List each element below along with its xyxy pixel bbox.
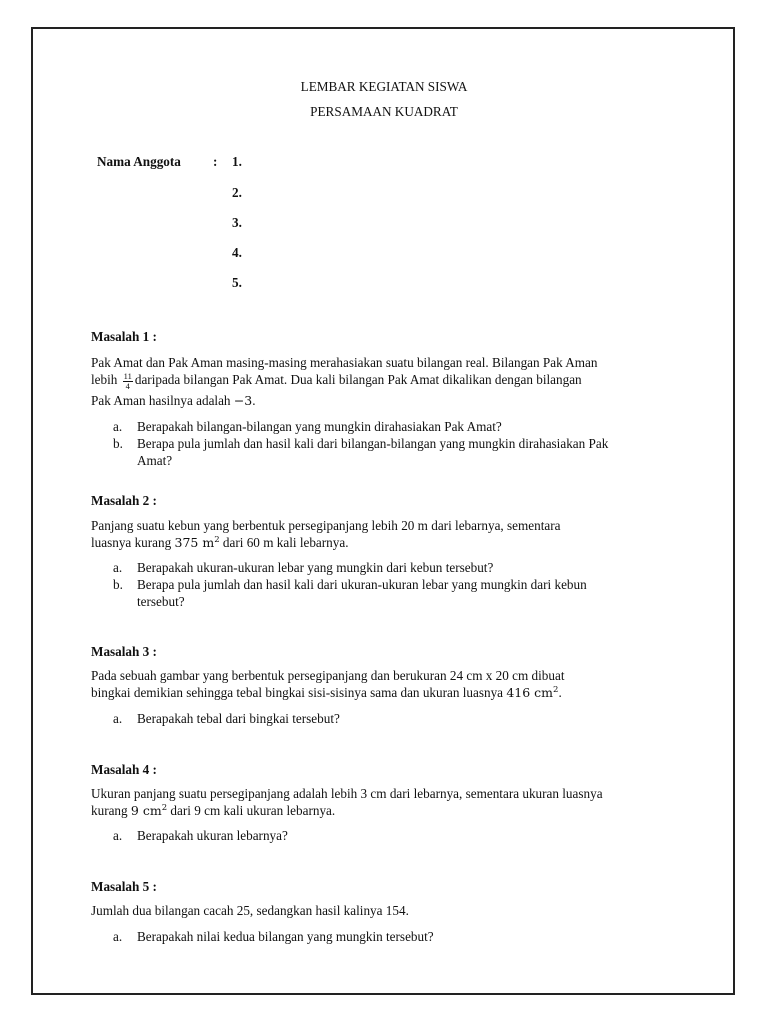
- problem-1-text-line: Pak Amat dan Pak Aman masing-masing merahasiakan suatu bilangan real. Bilangan Pak Aman: [91, 355, 598, 370]
- problem-1-text-line: [91, 393, 256, 410]
- math-value: 9 $cm^2$: [130, 802, 168, 818]
- problem-1-question-a: Berapakah bilangan-bilangan yang mungkin dirahasiakan Pak Amat?: [137, 419, 502, 434]
- problem-1-text: Pak Aman hasilnya adalah: [91, 393, 231, 408]
- problem-4-question-a: Berapakah ukuran lebarnya?: [137, 828, 288, 843]
- math-value: 375 $m^2$: [174, 534, 220, 550]
- problem-3-text-line: Pada sebuah gambar yang berbentuk persegipanjang dan berukuran 24 cm x 20 cm dibuat: [91, 668, 565, 683]
- list-marker: a.: [113, 711, 123, 726]
- problem-1-question-b-cont: Amat?: [137, 453, 173, 468]
- problem-5-text-line: Jumlah dua bilangan cacah 25, sedangkan hasil kalinya 154.: [91, 903, 409, 918]
- fraction-numerator: 11: [123, 371, 132, 381]
- list-marker: b.: [113, 577, 123, 592]
- list-marker: a.: [113, 419, 123, 434]
- problem-3-text-line: [91, 685, 562, 702]
- problem-1-text-line: [91, 372, 582, 390]
- problem-5-question-a: Berapakah nilai kedua bilangan yang mungkin tersebut?: [137, 929, 434, 944]
- problem-3-question-a: Berapakah tebal dari bingkai tersebut?: [137, 711, 340, 726]
- problem-1-title: Masalah 1 :: [91, 329, 157, 344]
- page-border: [31, 27, 735, 995]
- problem-2-text: dari 60 m kali lebarnya.: [222, 535, 349, 550]
- worksheet-subtitle: PERSAMAAN KUADRAT: [310, 104, 458, 119]
- member-number-5: 5.: [232, 275, 242, 290]
- problem-1-question-b: Berapa pula jumlah dan hasil kali dari bilangan-bilangan yang mungkin dirahasiakan Pak: [137, 436, 609, 451]
- problem-4-text: kurang: [91, 803, 128, 818]
- member-number-1: 1.: [232, 154, 242, 169]
- problem-4-text: dari 9 cm kali ukuran lebarnya.: [170, 803, 336, 818]
- list-marker: a.: [113, 828, 123, 843]
- problem-3-title: Masalah 3 :: [91, 644, 157, 659]
- math-value: −3: [233, 393, 253, 408]
- problem-4-text-line: [91, 803, 335, 820]
- member-number-4: 4.: [232, 245, 242, 260]
- problem-2-text-line: [91, 535, 349, 552]
- fraction: [123, 372, 133, 390]
- problem-1-text: daripada bilangan Pak Amat. Dua kali bilangan Pak Amat dikalikan dengan bilangan: [134, 372, 582, 388]
- problem-2-title: Masalah 2 :: [91, 493, 157, 508]
- problem-1-text: .: [252, 393, 256, 408]
- list-marker: a.: [113, 929, 123, 944]
- problem-2-question-b: Berapa pula jumlah dan hasil kali dari ukuran-ukuran lebar yang mungkin dari kebun: [137, 577, 587, 592]
- problem-4-title: Masalah 4 :: [91, 762, 157, 777]
- list-marker: a.: [113, 560, 123, 575]
- problem-2-text-line: Panjang suatu kebun yang berbentuk persegipanjang lebih 20 m dari lebarnya, sementara: [91, 518, 561, 533]
- problem-4-text-line: Ukuran panjang suatu persegipanjang adalah lebih 3 cm dari lebarnya, sementara ukuran luasnya: [91, 786, 603, 801]
- worksheet-title: LEMBAR KEGIATAN SISWA: [300, 79, 468, 94]
- members-colon: :: [213, 154, 218, 169]
- math-value: 416 $cm^2$: [506, 684, 559, 700]
- fraction-denominator: 4: [125, 380, 130, 391]
- problem-3-text: bingkai demikian sehingga tebal bingkai sisi-sisinya sama dan ukuran luasnya: [91, 685, 504, 700]
- problem-3-text: .: [558, 685, 562, 700]
- member-number-2: 2.: [232, 185, 242, 200]
- member-number-3: 3.: [232, 215, 242, 230]
- problem-1-text: lebih: [91, 372, 118, 388]
- problem-2-question-a: Berapakah ukuran-ukuran lebar yang mungkin dari kebun tersebut?: [137, 560, 494, 575]
- list-marker: b.: [113, 436, 123, 451]
- problem-5-title: Masalah 5 :: [91, 879, 157, 894]
- members-label: Nama Anggota: [97, 154, 181, 169]
- problem-2-text: luasnya kurang: [91, 535, 172, 550]
- problem-2-question-b-cont: tersebut?: [137, 594, 185, 609]
